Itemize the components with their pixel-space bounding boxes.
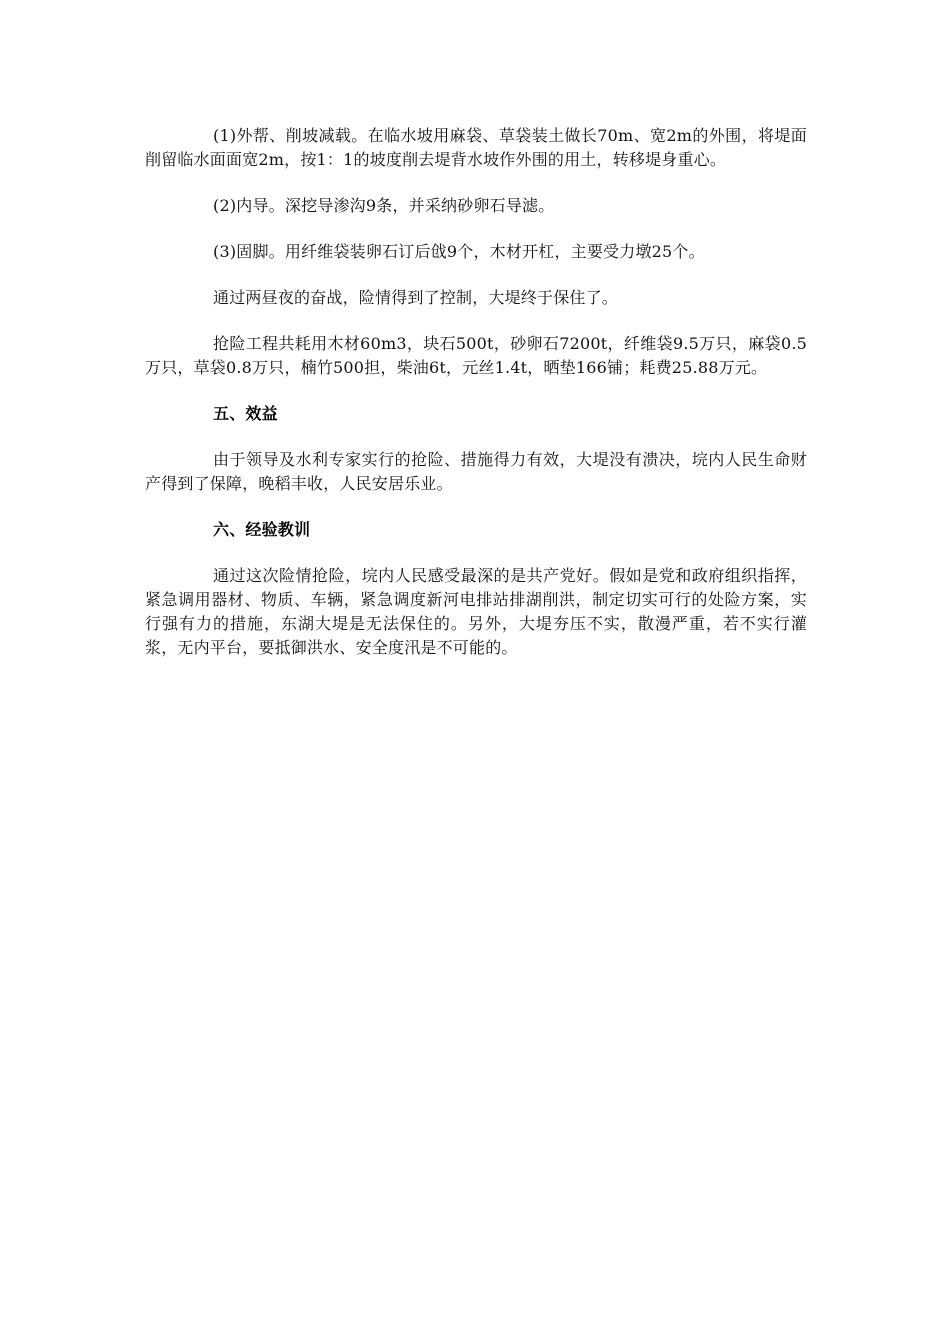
section-heading-benefits: 五、效益	[213, 404, 278, 423]
paragraph-result: 通过两昼夜的奋战，险情得到了控制，大堤终于保住了。	[213, 288, 619, 307]
section-heading-lessons: 六、经验教训	[213, 520, 311, 539]
paragraph-measure-1: (1)外帮、削坡减载。在临水坡用麻袋、草袋装土做长70m、宽2m的外围，将堤面削留临水面面宽2m，按1：1的坡度削去堤背水坡作外围的用土，转移堤身重心。	[145, 126, 807, 169]
document-body	[145, 124, 807, 682]
paragraph-materials: 抢险工程共耗用木材60m3，块石500t，砂卵石7200t，纤维袋9.5万只，麻袋0.5万只，草袋0.8万只，楠竹500担，柴油6t，元丝1.4t，晒垫166铺；耗费25.88万元。	[145, 334, 807, 377]
paragraph-lessons: 通过这次险情抢险，垸内人民感受最深的是共产党好。假如是党和政府组织指挥，紧急调用器材、物质、车辆，紧急调度新河电排站排湖削洪，制定切实可行的处险方案，实行强有力的措施，东湖大堤是无法保住的。另外，大堤夯压不实，散漫严重，若不实行灌浆，无内平台，要抵御洪水、安全度汛是不可能的。	[145, 566, 807, 657]
paragraph-measure-3: (3)固脚。用纤维袋装卵石订后戗9个，木材开杠，主要受力墩25个。	[213, 242, 705, 261]
paragraph-benefits: 由于领导及水利专家实行的抢险、措施得力有效，大堤没有溃决，垸内人民生命财产得到了保障，晚稻丰收，人民安居乐业。	[145, 450, 807, 493]
paragraph-measure-2: (2)内导。深挖导渗沟9条，并采纳砂卵石导滤。	[213, 196, 555, 215]
